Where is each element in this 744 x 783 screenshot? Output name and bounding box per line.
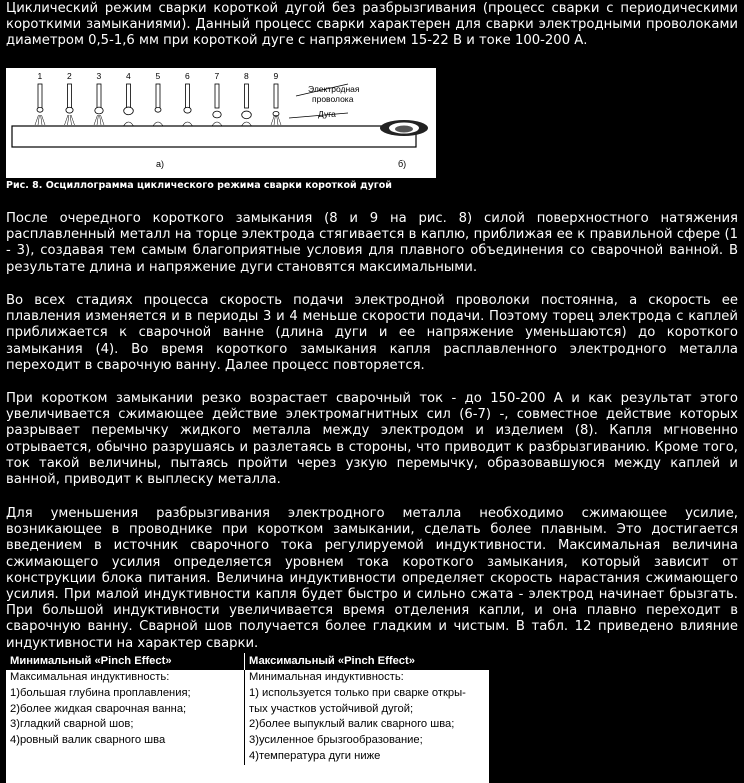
electrode-icon [242, 84, 252, 126]
electrode-number: 2 [67, 71, 72, 81]
label-arc: Дуга [318, 109, 336, 119]
electrode-number: 9 [273, 71, 279, 81]
paragraph-3: При коротком замыкании резко возрастает сварочный ток - до 150-200 А и как результат этого увеличивается сжимающее действие электромагнитных сил (6-7) -, совместное действие которых разрывает перемычку жидкого металла между электродом и изделием (8). Капля мгновенно отрывается, обычно разрушаясь и разлетаясь в стороны, что приводит к разбрызгиванию. Кроме того, ток такой величины, пытаясь пройти через узкую перемычку, образовавшуюся между каплей и ванной, приводит к выплеску металла. [6, 391, 738, 488]
paragraph-2: Во всех стадиях процесса скорость подачи электродной проволоки постоянна, а скорость ее плавления изменяется и в периоды 3 и 4 меньше скорости подачи. Поэтому торец электрода с каплей приближается к сварочной ванне (длина дуги и ее напряжение уменьшаются) до короткого замыкания (4). Во время короткого замыкания капля расплавленного электродного металла переходит в сварочную ванну. Далее процесс повторяется. [6, 293, 738, 373]
electrode-number: 6 [185, 71, 190, 81]
figure-caption: Рис. 8. Осциллограмма циклического режима сварки короткой дугой [6, 180, 392, 191]
col2-body [244, 670, 489, 765]
electrode-number: 5 [155, 71, 161, 81]
panel-a-label: а) [156, 159, 165, 169]
table-line: 2)более выпуклый валик сварного шва; [249, 718, 455, 731]
table-line: Минимальная индуктивность: [249, 671, 404, 683]
electrode-icon [65, 84, 75, 125]
welding-figure [6, 68, 436, 178]
table-line: 3)усиленное брызгообразование; [249, 734, 423, 747]
table-line: 4)температура дуги ниже [249, 749, 381, 762]
electrode-icon [153, 84, 163, 126]
panel-b-label: б) [398, 159, 407, 169]
electrode-number: 1 [37, 71, 43, 81]
col1-header: Минимальный «Pinch Effect» [10, 655, 172, 667]
electrode-icon [124, 84, 134, 126]
paragraph-1: После очередного короткого замыкания (8 и 9 на рис. 8) силой поверхностного натяжения расплавленный металл на торце электрода стягивается в каплю, приближая ее к правильной сфере (1 - 3), создавая тем самым благоприятные условия для плавного объединения со сварочной ванной. В результате длина и напряжение дуги становятся максимальными. [6, 211, 738, 275]
label-wire-line2: проволока [312, 94, 354, 104]
table-line: 4)ровный валик сварного шва [10, 734, 166, 747]
intro-paragraph: Циклический режим сварки короткой дугой без разбрызгивания (процесс сварки с периодическими короткими замыканиями). Данный процесс сварки характерен для сварки электродными проволоками диаметром 0,5-1,6 мм при короткой дуге с напряжением 15-22 В и токе 100-200 А. [6, 1, 738, 49]
electrode-number: 3 [96, 71, 102, 81]
table-line: 1) используется только при сварке откры- [249, 686, 466, 699]
weld-cross-section-icon [380, 120, 428, 136]
col2-header: Максимальный «Pinch Effect» [244, 653, 489, 670]
electrode-number: 8 [244, 71, 249, 81]
electrode-icon [271, 84, 281, 125]
table-line: Максимальная индуктивность: [10, 671, 170, 683]
table-line: 3)гладкий сварной шов; [10, 718, 134, 731]
table-body-row [6, 670, 489, 765]
label-wire-line1: Электродная [308, 84, 360, 94]
inductance-table [6, 652, 489, 783]
col1-body [6, 670, 244, 765]
electrode-number: 7 [214, 71, 220, 81]
paragraph-4: Для уменьшения разбрызгивания электродного металла необходимо сжимающее усилие, возникающее в проводнике при коротком замыкании, сделать более плавным. Это достигается введением в источник сварочного тока регулируемой индуктивности. Максимальная величина сжимающего усилия определяется уровнем тока короткого замыкания, который зависит от конструкции блока питания. Величина индуктивности определяет скорость нарастания сжимающего усилия. При малой индуктивности капля будет быстро и сильно сжата - электрод начинает брызгать. При большой индуктивности увеличивается время отделения капли, и она плавно переходит в сварочную ванну. Сварной шов получается более гладким и чистым. В табл. 12 приведено влияние индуктивности на характер сварки. [6, 506, 738, 651]
electrode-icon [94, 84, 104, 125]
figure-drawing [6, 68, 436, 178]
electrode-icon [35, 84, 45, 125]
workpiece-plate [12, 126, 416, 147]
electrode-icon [183, 84, 193, 126]
table-line: 1)большая глубина проплавления; [10, 686, 191, 699]
table-line: 2)более жидкая сварочная ванна; [10, 702, 187, 715]
electrode-icon [212, 84, 222, 126]
electrode-number: 4 [126, 71, 131, 81]
table-header-row [6, 653, 489, 670]
table-line: тых участков устойчивой дугой; [249, 702, 414, 715]
